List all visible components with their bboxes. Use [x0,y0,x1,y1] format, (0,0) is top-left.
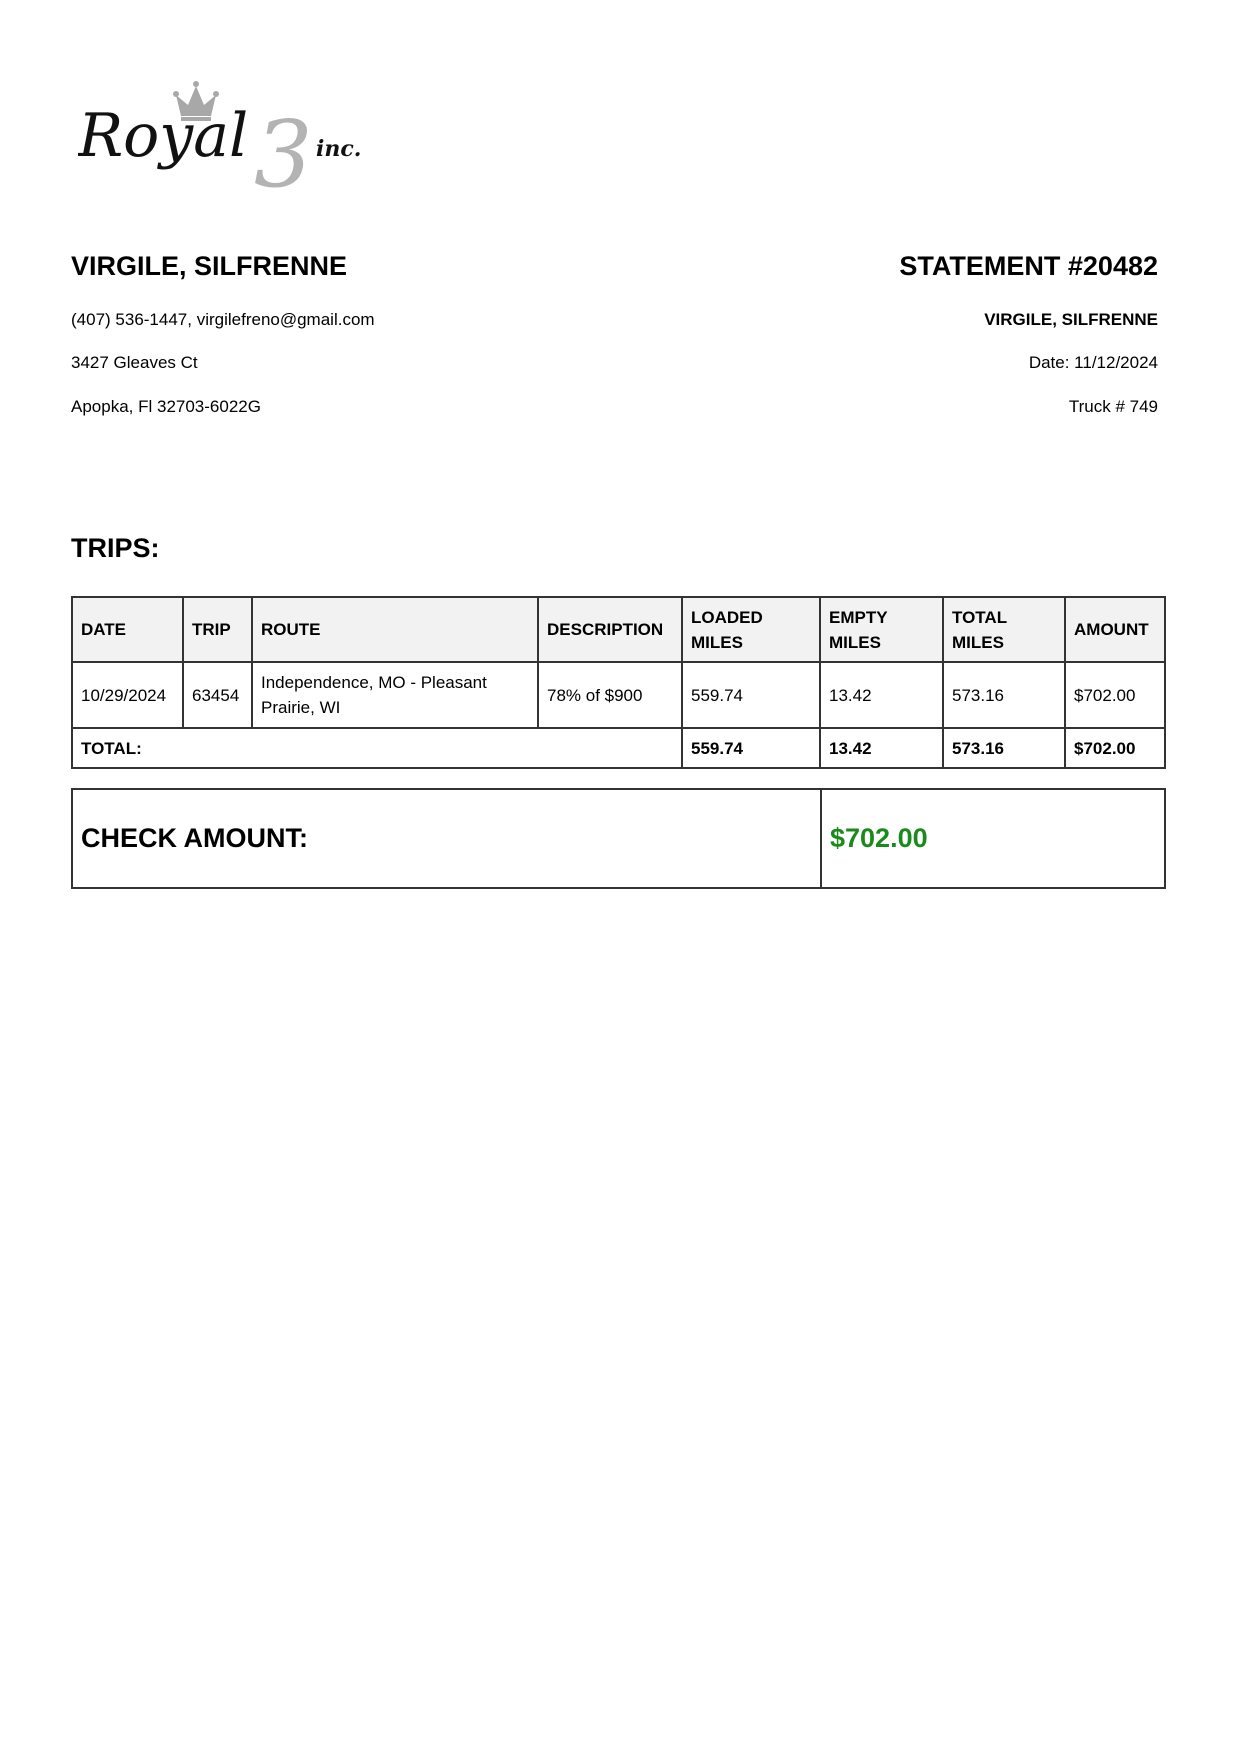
driver-address-line1: 3427 Gleaves Ct [71,353,198,372]
cell-total-miles: 573.16 [943,662,1065,728]
logo-wordmark: Royal [78,101,249,171]
column-header-route: ROUTE [252,597,538,662]
cell-amount: $702.00 [1065,662,1165,728]
cell-trip: 63454 [183,662,252,728]
trips-title: TRIPS: [71,533,160,563]
cell-route: Independence, MO - Pleasant Prairie, WI [252,662,538,728]
driver-address-line2: Apopka, Fl 32703-6022G [71,397,261,416]
column-header-amount: AMOUNT [1065,597,1165,662]
column-header-trip: TRIP [183,597,252,662]
cell-date: 10/29/2024 [72,662,183,728]
total-loaded-miles: 559.74 [682,728,820,768]
column-header-date: DATE [72,597,183,662]
cell-loaded-miles: 559.74 [682,662,820,728]
column-header-empty-miles: EMPTY MILES [820,597,943,662]
cell-description: 78% of $900 [538,662,682,728]
cell-empty-miles: 13.42 [820,662,943,728]
statement-info [638,247,1158,416]
column-header-total-miles: TOTAL MILES [943,597,1065,662]
check-amount-label: CHECK AMOUNT: [72,789,821,888]
table-row [72,662,1165,728]
driver-info [71,247,591,416]
total-row [72,728,1165,768]
trips-table [71,596,1166,769]
logo-suffix: inc. [316,136,362,162]
logo-number: 3 [254,101,313,190]
total-total-miles: 573.16 [943,728,1065,768]
table-header-row [72,597,1165,662]
statement-date: Date: 11/12/2024 [1028,353,1158,372]
driver-name: VIRGILE, SILFRENNE [71,251,348,281]
column-header-loaded-miles: LOADED MILES [682,597,820,662]
column-header-description: DESCRIPTION [538,597,682,662]
total-amount: $702.00 [1065,728,1165,768]
statement-title: STATEMENT #20482 [899,251,1158,281]
total-label: TOTAL: [72,728,682,768]
driver-contact: (407) 536-1447, virgilefreno@gmail.com [71,310,375,329]
check-amount-box [71,788,1166,889]
statement-name: VIRGILE, SILFRENNE [984,310,1158,329]
total-empty-miles: 13.42 [820,728,943,768]
truck-number: Truck # 749 [1068,397,1158,416]
company-logo [78,78,378,190]
check-amount-value: $702.00 [821,789,1165,888]
